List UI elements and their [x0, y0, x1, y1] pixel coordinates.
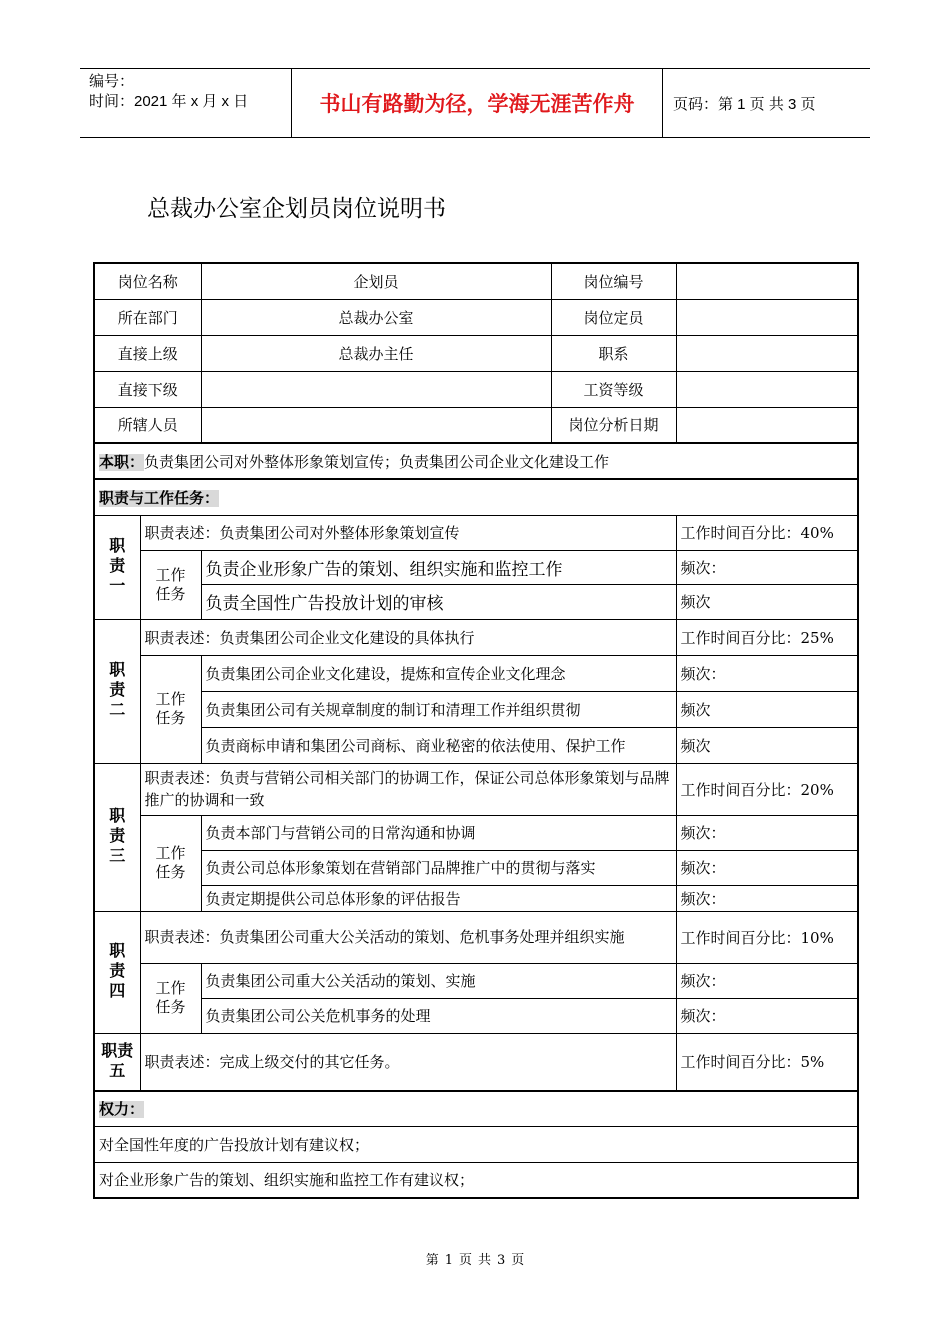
task-frequency: 频次： — [676, 998, 858, 1033]
duty-desc: 职责表述：完成上级交付的其它任务。 — [140, 1033, 676, 1091]
footer-word: 第 — [425, 1253, 439, 1268]
task-row — [94, 850, 858, 885]
task-row — [94, 885, 858, 911]
task-label: 工作 任务 — [140, 963, 201, 1033]
power-label: 权力： — [99, 1101, 145, 1119]
basic-label: 所在部门 — [94, 299, 201, 335]
duty-percent: 工作时间百分比：25% — [676, 619, 858, 655]
basic-value — [676, 407, 858, 443]
basic-label: 岗位编号 — [551, 263, 676, 299]
task-frequency: 频次 — [676, 584, 858, 619]
footer-word: 页 — [458, 1253, 472, 1268]
task-text: 负责本部门与营销公司的日常沟通和协调 — [201, 815, 676, 850]
task-row — [94, 963, 858, 998]
task-row — [94, 815, 858, 850]
basic-label: 岗位分析日期 — [551, 407, 676, 443]
duty-desc-row — [94, 1033, 858, 1091]
basic-value — [676, 335, 858, 371]
doc-time-label: 时间：2021 年 x 月 x 日 — [89, 93, 249, 110]
duty5-name-a: 职责 — [101, 1042, 134, 1060]
task-row — [94, 691, 858, 727]
task-frequency: 频次： — [676, 963, 858, 998]
basic-value — [676, 263, 858, 299]
duty-desc: 职责表述：负责与营销公司相关部门的协调工作，保证公司总体形象策划与品牌推广的协调和一致 — [140, 763, 676, 815]
document-title: 总裁办公室企划员岗位说明书 — [147, 195, 446, 221]
task-text: 负责企业形象广告的策划、组织实施和监控工作 — [201, 550, 676, 584]
footer-word: 共 — [478, 1253, 492, 1268]
task-frequency: 频次： — [676, 655, 858, 691]
task-text: 负责全国性广告投放计划的审核 — [201, 584, 676, 619]
header-page-info: 页码：第 1 页 共 3 页 — [673, 95, 816, 113]
basic-label: 所辖人员 — [94, 407, 201, 443]
task-text: 负责集团公司重大公关活动的策划、实施 — [201, 963, 676, 998]
duty-percent: 工作时间百分比：20% — [676, 763, 858, 815]
footer-word: 页 — [511, 1253, 525, 1268]
duties-header-cell — [94, 479, 858, 515]
task-row — [94, 655, 858, 691]
duty-desc-row — [94, 619, 858, 655]
basic-row — [94, 335, 858, 371]
power-row — [94, 1162, 858, 1198]
duty-name: 职 责 一 — [94, 515, 140, 619]
duty-name — [94, 1033, 140, 1091]
duty-desc: 职责表述：负责集团公司重大公关活动的策划、危机事务处理并组织实施 — [140, 911, 676, 963]
benzhi-label: 本职： — [99, 453, 145, 471]
duty-percent: 工作时间百分比：10% — [676, 911, 858, 963]
basic-row — [94, 299, 858, 335]
duty-desc-row — [94, 763, 858, 815]
task-text: 负责公司总体形象策划在营销部门品牌推广中的贯彻与落实 — [201, 850, 676, 885]
basic-row — [94, 407, 858, 443]
basic-value — [676, 299, 858, 335]
task-text: 负责集团公司有关规章制度的制订和清理工作并组织贯彻 — [201, 691, 676, 727]
duty-name: 职 责 四 — [94, 911, 140, 1033]
task-frequency: 频次： — [676, 550, 858, 584]
duties-label: 职责与工作任务： — [99, 489, 220, 507]
task-frequency: 频次： — [676, 815, 858, 850]
task-row — [94, 584, 858, 619]
power-item: 对全国性年度的广告投放计划有建议权； — [94, 1126, 858, 1162]
benzhi-row — [94, 443, 858, 479]
basic-row — [94, 263, 858, 299]
basic-value: 总裁办公室 — [201, 299, 551, 335]
task-row — [94, 550, 858, 584]
task-text: 负责集团公司企业文化建设，提炼和宣传企业文化理念 — [201, 655, 676, 691]
task-row — [94, 998, 858, 1033]
basic-label: 岗位定员 — [551, 299, 676, 335]
task-frequency: 频次： — [676, 850, 858, 885]
task-label: 工作 任务 — [140, 815, 201, 911]
footer-page-number: 1 — [444, 1253, 453, 1268]
duty-name: 职 责 三 — [94, 763, 140, 911]
task-row — [94, 727, 858, 763]
task-frequency: 频次 — [676, 727, 858, 763]
task-label: 工作 任务 — [140, 655, 201, 763]
duty-desc: 职责表述：负责集团公司对外整体形象策划宣传 — [140, 515, 676, 550]
duty-name: 职 责 二 — [94, 619, 140, 763]
basic-value: 企划员 — [201, 263, 551, 299]
benzhi-text: 负责集团公司对外整体形象策划宣传；负责集团公司企业文化建设工作 — [144, 452, 610, 471]
basic-row — [94, 371, 858, 407]
page-footer — [0, 1249, 950, 1268]
basic-label: 工资等级 — [551, 371, 676, 407]
basic-value — [201, 371, 551, 407]
basic-label: 直接上级 — [94, 335, 201, 371]
basic-label: 职系 — [551, 335, 676, 371]
task-text: 负责定期提供公司总体形象的评估报告 — [201, 885, 676, 911]
page-header — [80, 68, 870, 138]
basic-value: 总裁办主任 — [201, 335, 551, 371]
doc-code-label: 编号： — [89, 73, 135, 90]
task-frequency: 频次： — [676, 885, 858, 911]
header-motto: 书山有路勤为径，学海无涯苦作舟 — [292, 69, 663, 137]
power-header-cell — [94, 1091, 858, 1126]
duty-percent: 工作时间百分比：40% — [676, 515, 858, 550]
duty-desc-row — [94, 911, 858, 963]
power-header-row — [94, 1091, 858, 1126]
task-text: 负责集团公司公关危机事务的处理 — [201, 998, 676, 1033]
basic-label: 直接下级 — [94, 371, 201, 407]
duty-percent: 工作时间百分比：5% — [676, 1033, 858, 1091]
duty5-name-b: 五 — [109, 1062, 126, 1080]
duties-header-row — [94, 479, 858, 515]
footer-page-total: 3 — [497, 1253, 506, 1268]
duty-desc: 职责表述：负责集团公司企业文化建设的具体执行 — [140, 619, 676, 655]
job-description-table — [93, 262, 859, 1199]
duty-desc-row — [94, 515, 858, 550]
basic-value — [676, 371, 858, 407]
task-text: 负责商标申请和集团公司商标、商业秘密的依法使用、保护工作 — [201, 727, 676, 763]
benzhi-cell — [94, 443, 858, 479]
basic-value — [201, 407, 551, 443]
header-meta — [80, 69, 292, 137]
power-item: 对企业形象广告的策划、组织实施和监控工作有建议权； — [94, 1162, 858, 1198]
power-row — [94, 1126, 858, 1162]
task-frequency: 频次 — [676, 691, 858, 727]
task-label: 工作 任务 — [140, 550, 201, 619]
basic-label: 岗位名称 — [94, 263, 201, 299]
